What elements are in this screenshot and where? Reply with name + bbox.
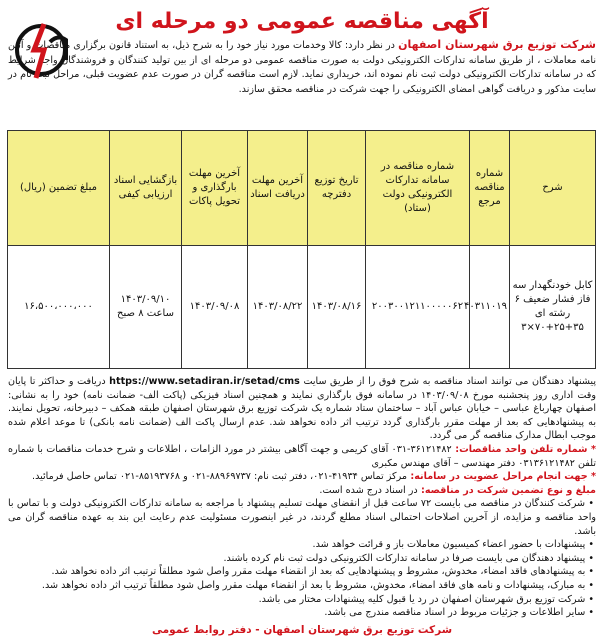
intro-paragraph: [8, 38, 596, 97]
cell-doc-deadline: ۱۴۰۳/۰۸/۲۲: [248, 246, 308, 369]
list-item: • پیشنهادات با حضور اعضاء کمیسیون معاملات باز و قرائت خواهد شد.: [312, 539, 594, 551]
membership-paragraph: [8, 470, 596, 484]
org-name: شرکت توزیع برق شهرستان اصفهان: [398, 38, 596, 51]
cell-upload-deadline: ۱۴۰۳/۰۹/۰۸: [182, 246, 248, 369]
list-item: • به پیشنهادهای فاقد امضاء، مخدوش، مشروط و پیشنهادهایی که بعد از انقضاء مهلت مقرر واصل شود مطلقاً ترتیب اثر داده نخواهد شد.: [51, 566, 594, 578]
cell-setad-number: ۲۰۰۳۰۰۱۲۱۱۰۰۰۰۰۶۲: [366, 246, 470, 369]
footer-signature: شرکت توزیع برق شهرستان اصفهان - دفتر روابط عمومی: [151, 623, 453, 636]
membership-text: مرکز تماس ۴۱۹۳۴-۰۲۱، دفتر ثبت نام: ۸۸۹۶۹۷۳۷-۰۲۱ و ۸۵۱۹۳۷۶۸-۰۲۱ تماس حاصل فرمائید.: [32, 471, 408, 483]
cell-opening: ۱۴۰۳/۰۹/۱۰ ساعت ۸ صبح: [110, 246, 182, 369]
list-item: • سایر اطلاعات و جزئیات مربوط در اسناد مناقصه مندرج می باشد.: [324, 607, 594, 619]
col-header-guarantee: مبلغ تضمین (ریال): [8, 131, 110, 246]
cell-reference-number: ۴۰۳۱۱۰۱۹: [470, 246, 510, 369]
list-item: • شرکت کنندگان در مناقصه می بایست ۷۲ ساعت قبل از انقضای مهلت تسلیم پیشنهاد با مراجعه به سامانه تدارکات الکترونیکی دولت و با تماس با واحد مناقصه و مزایده، از آخرین اصلاحات احتمالی اسناد مطلع گردند، در غیر اینصورت مسئولیت عدم رعایت این بند به عهده مناقصه گران می باشد.: [8, 498, 596, 537]
intro-text: در نظر دارد: کالا وخدمات مورد نیاز خود را به شرح ذیل، به استناد قانون برگزاری مناقصات و آئین نامه معاملات ، از طریق سامانه تدارکات الکترونیکی دولت به صورت مناقصه عمومی دو مرحله ای از بین تولید کنندگان و فروشندگان واجد شرایط که در سامانه تدارکات الکترونیکی دولت ثبت نام نموده اند، خریداری نماید. لازم است مناقصه گران در صورت عدم عضویت قبلی، مراحل ثبت نام در سایت مذکور و دریافت گواهی امضای الکترونیکی را جهت شرکت در مناقصه محقق سازند.: [8, 40, 596, 95]
table-row: [8, 246, 596, 369]
guarantee-label: مبلغ و نوع تضمین شرکت در مناقصه:: [417, 484, 596, 496]
page-title: آگهی مناقصه عمومی دو مرحله ای: [115, 9, 489, 34]
cell-guarantee: ۱۶،۵۰۰،۰۰۰،۰۰۰: [8, 246, 110, 369]
phone-label: * شماره تلفن واحد مناقصات:: [451, 443, 596, 455]
col-header-opening: بازگشایی اسناد ارزیابی کیفی: [110, 131, 182, 246]
instructions-text-b: دریافت و حداکثر تا پایان وقت اداری روز پنجشنبه مورخ ۱۴۰۳/۰۹/۰۸ در سامانه فوق بارگذاری نمایند و همچنین اسناد فیزیکی (پاکت الف- ضمانت نامه) خود را به نشانی: اصفهان چهارباغ عباسی – خیابان عباس آباد – ساختمان ستاد شماره یک شرکت توزیع برق شهرستان اصفهان طبقه همکف – دبیرخانه، تحویل نمایند. به پیشنهادهایی که بعد از مهلت مقرر بارگذاری گردد ترتیب اثر داده نخواهد شد. عدم ارسال پاکت الف (ضمانت نامه بانکی) تا موعد اعلام شده موجب ابطال مدارک مناقصه گر می گردد.: [8, 376, 597, 442]
tender-table: [7, 130, 596, 369]
setad-link[interactable]: https://www.setadiran.ir/setad/cms: [109, 376, 300, 387]
notice-header: [8, 6, 596, 124]
col-header-distribution-date: تاریخ توزیع دفترچه: [308, 131, 366, 246]
guarantee-text: در اسناد درج شده است.: [319, 484, 418, 496]
cell-description: کابل خودنگهدار سه فاز فشار ضعیف ۶ رشته ای ۳۵+۲۵+۷۰×۳: [510, 246, 596, 369]
col-header-reference-number: شماره مناقصه مرجع: [470, 131, 510, 246]
cell-distribution-date: ۱۴۰۳/۰۸/۱۶: [308, 246, 366, 369]
list-item: • به مبارک، پیشنهادات و نامه های فاقد امضاء، مخدوش، مشروط یا بعد از انقضاء مهلت مقرر واصل شود مطلقاً ترتیب اثر داده نخواهد شد.: [41, 579, 594, 591]
tavanir-logo-icon: [14, 20, 72, 82]
list-item: • شرکت توزیع برق شهرستان اصفهان در رد یا قبول کلیه پیشنهادات مختار می باشد.: [258, 593, 594, 605]
list-item: • پیشنهاد دهندگان می بایست صرفا در سامانه تدارکات الکترونیکی دولت ثبت نام کرده باشند.: [223, 552, 594, 564]
notice-body: [8, 375, 596, 620]
instructions-text-a: پیشنهاد دهندگان می توانند اسناد مناقصه به شرح فوق را از طریق سایت: [299, 376, 596, 387]
col-header-description: شرح: [510, 131, 596, 246]
phone-paragraph: [8, 443, 596, 470]
instructions-paragraph: [8, 375, 596, 443]
col-header-upload-deadline: آخرین مهلت بارگذاری و تحویل پاکات: [182, 131, 248, 246]
table-header-row: [8, 131, 596, 246]
col-header-setad-number: شماره مناقصه در سامانه تدارکات الکترونیکی دولت (ستاد): [366, 131, 470, 246]
col-header-doc-deadline: آخرین مهلت دریافت اسناد: [248, 131, 308, 246]
membership-label: * جهت انجام مراحل عضویت در سامانه:: [407, 471, 596, 483]
guarantee-paragraph: [8, 484, 596, 498]
phone-text: ۳۶۱۲۱۴۸۲-۰۳۱ آقای کریمی و جهت آگاهی بیشتر در مورد الزامات ، اطلاعات و شرح خدمات مناقصات با شماره تلفن ۰۳۱۳۶۱۲۱۴۸۲ دفتر مهندسی – آقای مهندس مکبری: [8, 443, 596, 469]
